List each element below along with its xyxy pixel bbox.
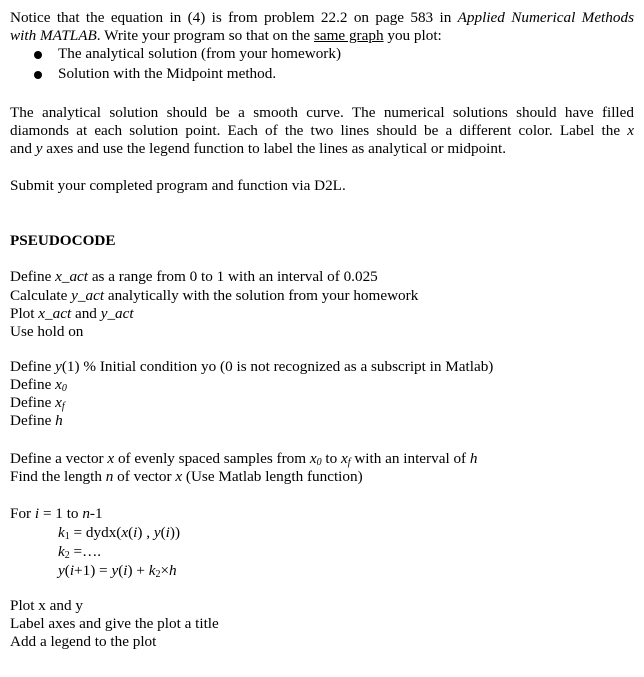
block1-line-3: Plot x_act and y_act bbox=[10, 305, 134, 322]
para2-line-3: and y axes and use the legend function to label the lines as analytical or midpoint. bbox=[10, 140, 506, 157]
block3-line-1: Define a vector x of evenly spaced samples from $x_0$ to $x_f$ with an interval of h bbox=[10, 450, 478, 468]
block2-line-4: Define h bbox=[10, 412, 63, 429]
block2-line-1: Define y(1) % Initial condition yo (0 is not recognized as a subscript in Matlab) bbox=[10, 358, 494, 375]
block2-line-2: Define $x_0$ bbox=[10, 376, 67, 394]
para2-line-1: The analytical solution should be a smooth curve. The numerical solutions should have filled bbox=[10, 104, 634, 121]
final-line-plot: Plot x and y bbox=[10, 597, 83, 614]
block1-line-2: Calculate y_act analytically with the solution from your homework bbox=[10, 287, 419, 304]
loop-k2-line: $k_2$ =…. bbox=[58, 543, 102, 561]
intro-line-1: Notice that the equation in (4) is from problem 22.2 on page 583 in Applied Numerical Methods bbox=[10, 9, 634, 26]
bullet-icon bbox=[34, 71, 42, 79]
bullet-item-midpoint: Solution with the Midpoint method. bbox=[58, 65, 277, 82]
submit-instruction: Submit your completed program and function via D2L. bbox=[10, 177, 346, 194]
block1-line-4: Use hold on bbox=[10, 323, 84, 340]
pseudocode-heading: PSEUDOCODE bbox=[10, 232, 116, 249]
loop-for-line: For i = 1 to n-1 bbox=[10, 505, 103, 522]
para2-line-2: diamonds at each solution point. Each of the two lines should be a different color. Label the x bbox=[10, 122, 634, 139]
final-line-legend: Add a legend to the plot bbox=[10, 633, 157, 650]
block1-line-1: Define x_act as a range from 0 to 1 with an interval of 0.025 bbox=[10, 268, 378, 285]
bullet-icon bbox=[34, 51, 42, 59]
intro-line-2: with MATLAB. Write your program so that on the same graph you plot: bbox=[10, 27, 442, 44]
block3-line-2: Find the length n of vector x (Use Matlab length function) bbox=[10, 468, 363, 485]
final-line-label: Label axes and give the plot a title bbox=[10, 615, 219, 632]
loop-update-line: $y(i+1) = y(i) + k_2\times h$ bbox=[58, 562, 177, 580]
loop-k1-line: $k_1$ = dydx(x(i) , y(i)) bbox=[58, 524, 181, 542]
bullet-item-analytical: The analytical solution (from your homework) bbox=[58, 45, 342, 62]
block2-line-3: Define $x_f$ bbox=[10, 394, 65, 412]
same-graph-underlined: same graph bbox=[313, 27, 384, 44]
